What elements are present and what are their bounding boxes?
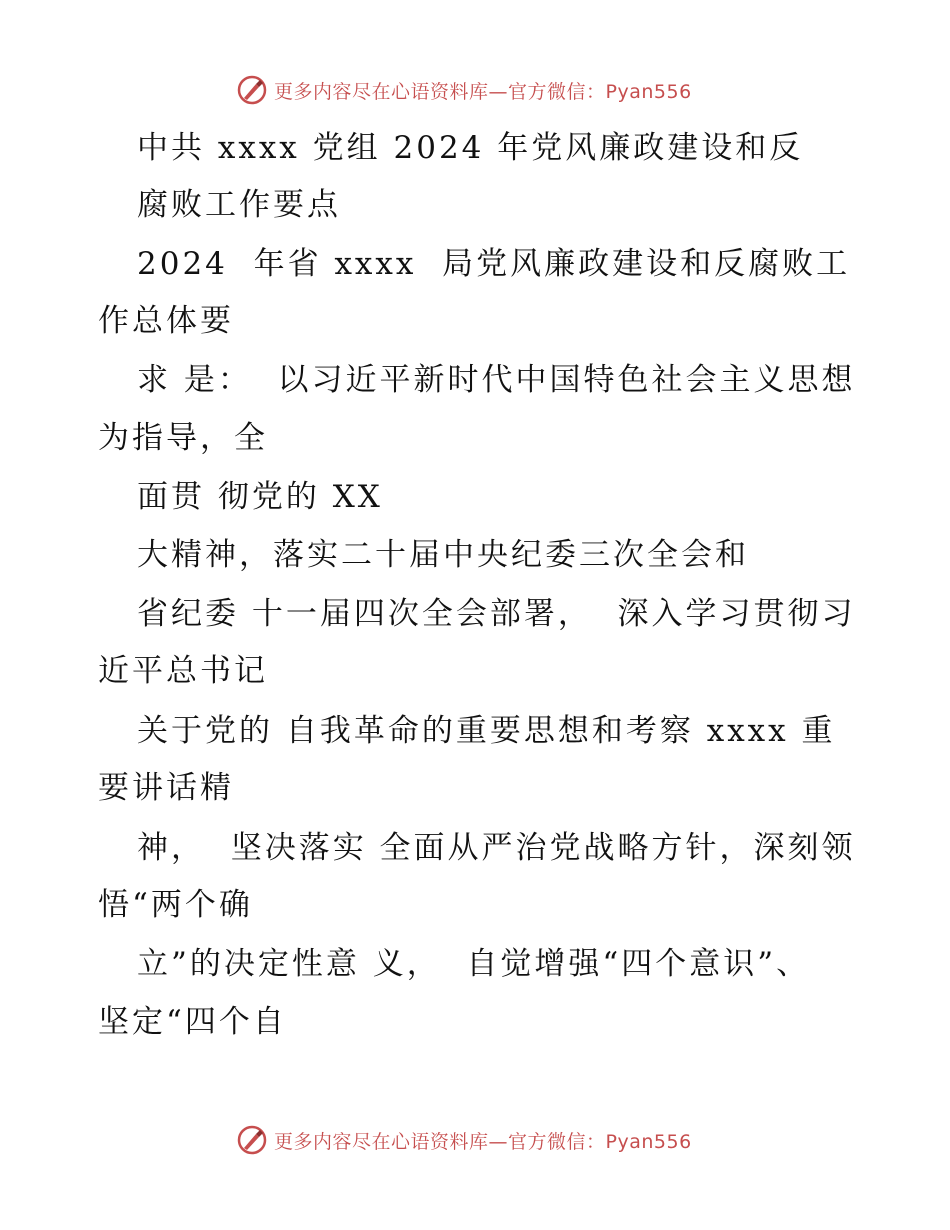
text-line: 腐败工作要点: [137, 187, 341, 223]
text-line: 面贯 彻党的 XX: [137, 479, 383, 515]
text-line: 大精神，落实二十届中央纪委三次全会和: [137, 537, 749, 573]
pen-logo-icon: [236, 74, 268, 106]
text-line: 神， 坚决落实 全面从严治党战略方针，深刻领: [137, 830, 856, 866]
text-line: 立”的决定性意 义， 自觉增强“四个意识”、: [137, 946, 811, 982]
watermark-text: 更多内容尽在心语资料库—官方微信：Pyan556: [274, 80, 692, 103]
pen-logo-icon: [236, 1124, 268, 1156]
text-line: 求 是： 以习近平新时代中国特色社会主义思想: [137, 362, 856, 398]
header-watermark: [236, 73, 692, 107]
text-line: 要讲话精: [98, 770, 234, 806]
text-line: 悟“两个确: [98, 887, 253, 923]
footer-watermark: [236, 1123, 692, 1157]
text-line: 近平总书记: [98, 653, 268, 689]
text-line: 为指导，全: [98, 420, 268, 456]
text-line: 中共 xxxx 党组 2024 年党风廉政建设和反: [137, 130, 804, 166]
text-line: 省纪委 十一届四次全会部署， 深入学习贯彻习: [137, 596, 856, 632]
text-line: 坚定“四个自: [98, 1004, 287, 1040]
watermark-text: 更多内容尽在心语资料库—官方微信：Pyan556: [274, 1130, 692, 1153]
text-line: 2024 年省 xxxx 局党风廉政建设和反腐败工: [137, 246, 851, 282]
text-line: 关于党的 自我革命的重要思想和考察 xxxx 重: [137, 713, 836, 749]
text-line: 作总体要: [98, 303, 234, 339]
